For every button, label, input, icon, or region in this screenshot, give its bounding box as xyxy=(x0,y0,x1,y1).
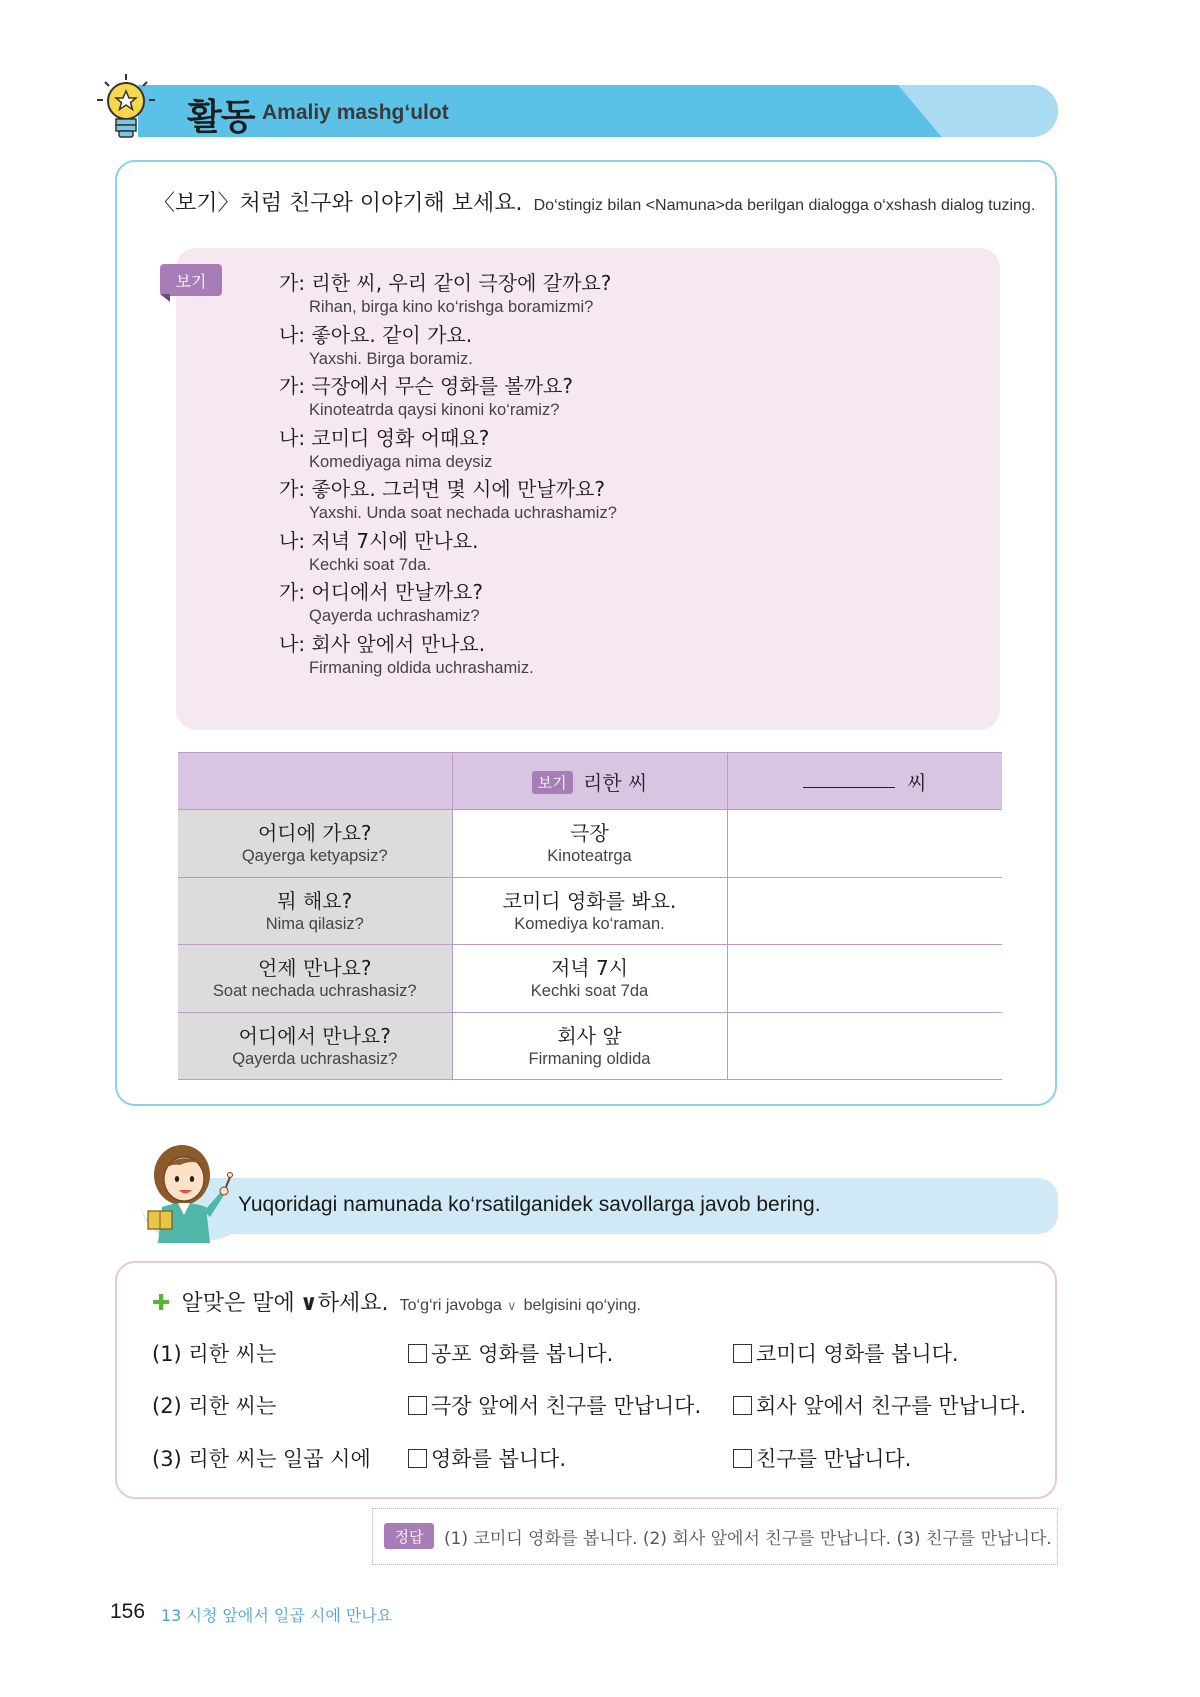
answer-korean: 극장 xyxy=(570,821,609,846)
example-answer-cell xyxy=(452,810,727,878)
quiz-instruction-uzbek-after: belgisini qo‘ying. xyxy=(523,1297,641,1314)
chapter-title: 13 시청 앞에서 일곱 시에 만나요 xyxy=(161,1606,393,1625)
table-row xyxy=(178,945,1002,1013)
dialogue-line xyxy=(279,476,617,528)
quiz-option-label: 공포 영화를 봅니다. xyxy=(431,1342,614,1366)
dialogue-uzbek: Qayerda uchrashamiz? xyxy=(309,607,480,625)
dialogue-uzbek: Kechki soat 7da. xyxy=(309,555,431,574)
checkbox[interactable] xyxy=(733,1344,752,1363)
page-number: 156 xyxy=(110,1600,146,1623)
question-korean: 뭐 해요? xyxy=(277,888,353,913)
quiz-option[interactable] xyxy=(408,1443,566,1473)
answer-uzbek: Firmaning oldida xyxy=(528,1049,651,1068)
question-korean: 어디에 가요? xyxy=(257,821,372,846)
answer-uzbek: Komediya ko‘raman. xyxy=(514,914,665,933)
dialogue-uzbek: Yaxshi. Unda soat nechada uchrashamiz? xyxy=(309,504,617,522)
example-tag-small: 보기 xyxy=(532,771,573,794)
example-tag: 보기 xyxy=(160,264,222,296)
quiz-option-label: 극장 앞에서 친구를 만납니다. xyxy=(431,1394,702,1418)
table-header-example-name: 리한 씨 xyxy=(583,770,648,795)
table-header-empty xyxy=(178,753,452,810)
quiz-instruction-korean-after: 하세요. xyxy=(317,1291,389,1316)
question-cell xyxy=(178,1012,452,1080)
instruction-korean: 〈보기〉처럼 친구와 이야기해 보세요. xyxy=(153,191,523,216)
answer-text: (1) 코미디 영화를 봅니다. (2) 회사 앞에서 친구를 만납니다. (3) 친구를 만납니다. xyxy=(444,1529,1052,1549)
dialogue-line xyxy=(279,322,617,374)
question-cell xyxy=(178,877,452,945)
answer-korean: 회사 앞 xyxy=(557,1023,622,1048)
checkbox[interactable] xyxy=(408,1449,427,1468)
empty-answer-cell[interactable] xyxy=(727,877,1002,945)
checkbox[interactable] xyxy=(408,1396,427,1415)
quiz-option[interactable] xyxy=(408,1338,613,1368)
question-uzbek: Soat nechada uchrashasiz? xyxy=(212,982,417,1001)
quiz-option[interactable] xyxy=(733,1338,959,1368)
answer-uzbek: Kinoteatrga xyxy=(547,847,632,866)
example-answer-cell xyxy=(452,877,727,945)
quiz-option-label: 친구를 만납니다. xyxy=(756,1447,912,1471)
example-answer-cell xyxy=(452,1012,727,1080)
dialogue-line xyxy=(279,373,617,425)
teacher-character-icon xyxy=(140,1135,240,1245)
quiz-instruction-korean-before: 알맞은 말에 xyxy=(181,1291,295,1316)
instruction-uzbek: Do‘stingiz bilan <Namuna>da berilgan dialogga o‘xshash dialog tuzing. xyxy=(533,197,1036,214)
example-tag-tail xyxy=(160,294,170,302)
practice-table xyxy=(178,752,1002,1080)
answer-korean: 저녁 7시 xyxy=(550,956,629,981)
quiz-option-label: 코미디 영화를 봅니다. xyxy=(756,1342,959,1366)
table-header-blank-suffix: 씨 xyxy=(907,770,927,795)
quiz-option[interactable] xyxy=(733,1443,911,1473)
table-header-example xyxy=(452,753,727,810)
lightbulb-star-icon xyxy=(95,72,157,142)
question-cell xyxy=(178,810,452,878)
quiz-option-label: 회사 앞에서 친구를 만납니다. xyxy=(756,1394,1027,1418)
table-header-row xyxy=(178,753,1002,810)
answer-korean: 코미디 영화를 봐요. xyxy=(502,888,677,913)
question-korean: 어디에서 만나요? xyxy=(238,1023,391,1048)
dialogue-line xyxy=(279,631,617,683)
dialogue-line xyxy=(279,425,617,477)
dialogue-uzbek: Kinoteatrda qaysi kinoni ko‘ramiz? xyxy=(309,401,560,419)
quiz-item-prompt: (1) 리한 씨는 xyxy=(152,1342,277,1366)
quiz-item-prompt: (2) 리한 씨는 xyxy=(152,1394,277,1418)
plus-icon: ✚ xyxy=(152,1291,171,1316)
dialogue-korean: 가: 리한 씨, 우리 같이 극장에 갈까요? xyxy=(279,271,612,295)
header-banner-accent xyxy=(898,85,1058,137)
quiz-item-prompt: (3) 리한 씨는 일곱 시에 xyxy=(152,1447,371,1471)
small-checkmark-icon: ∨ xyxy=(506,1299,517,1314)
empty-answer-cell[interactable] xyxy=(727,1012,1002,1080)
activity-instruction xyxy=(153,186,1035,217)
dialogue-korean: 가: 어디에서 만날까요? xyxy=(279,580,483,604)
dialogue-line xyxy=(279,270,617,322)
dialogue-list xyxy=(279,270,617,682)
checkbox[interactable] xyxy=(733,1449,752,1468)
quiz-instruction xyxy=(152,1286,641,1317)
question-uzbek: Qayerda uchrashasiz? xyxy=(232,1049,398,1068)
empty-answer-cell[interactable] xyxy=(727,945,1002,1013)
dialogue-korean: 나: 좋아요. 같이 가요. xyxy=(279,322,473,347)
dialogue-korean: 가: 극장에서 무슨 영화를 볼까요? xyxy=(279,374,573,398)
table-row xyxy=(178,1012,1002,1080)
dialogue-korean: 나: 저녁 7시에 만나요. xyxy=(279,528,479,553)
question-uzbek: Qayerga ketyapsiz? xyxy=(241,847,388,866)
dialogue-uzbek: Rihan, birga kino ko‘rishga boramizmi? xyxy=(309,298,594,316)
answer-uzbek: Kechki soat 7da xyxy=(530,982,649,1001)
answer-tag: 정답 xyxy=(384,1523,434,1549)
checkbox[interactable] xyxy=(733,1396,752,1415)
quiz-option[interactable] xyxy=(408,1390,701,1420)
dialogue-korean: 가: 좋아요. 그러면 몇 시에 만날까요? xyxy=(279,477,605,501)
question-cell xyxy=(178,945,452,1013)
question-korean: 언제 만나요? xyxy=(257,956,372,981)
section-title: 활동 xyxy=(187,97,255,138)
section-subtitle: Amaliy mashg‘ulot xyxy=(262,101,449,124)
dialogue-uzbek: Yaxshi. Birga boramiz. xyxy=(309,349,473,368)
quiz-option[interactable] xyxy=(733,1390,1026,1420)
dialogue-line xyxy=(279,579,617,631)
dialogue-uzbek: Firmaning oldida uchrashamiz. xyxy=(309,658,534,677)
quiz-option-label: 영화를 봅니다. xyxy=(431,1447,567,1471)
banner-text: Yuqoridagi namunada ko‘rsatilganidek savollarga javob bering. xyxy=(238,1193,821,1216)
table-header-blank xyxy=(727,753,1002,810)
checkmark-icon: ∨ xyxy=(299,1291,318,1316)
name-blank-line[interactable] xyxy=(803,787,895,788)
table-row xyxy=(178,810,1002,878)
dialogue-korean: 나: 회사 앞에서 만나요. xyxy=(279,631,486,656)
empty-answer-cell[interactable] xyxy=(727,810,1002,878)
example-answer-cell xyxy=(452,945,727,1013)
dialogue-line xyxy=(279,528,617,580)
quiz-instruction-uzbek-before: To‘g‘ri javobga xyxy=(399,1297,502,1314)
table-row xyxy=(178,877,1002,945)
checkbox[interactable] xyxy=(408,1344,427,1363)
dialogue-uzbek: Komediyaga nima deysiz xyxy=(309,452,493,471)
dialogue-korean: 나: 코미디 영화 어때요? xyxy=(279,425,490,450)
question-uzbek: Nima qilasiz? xyxy=(265,914,364,933)
